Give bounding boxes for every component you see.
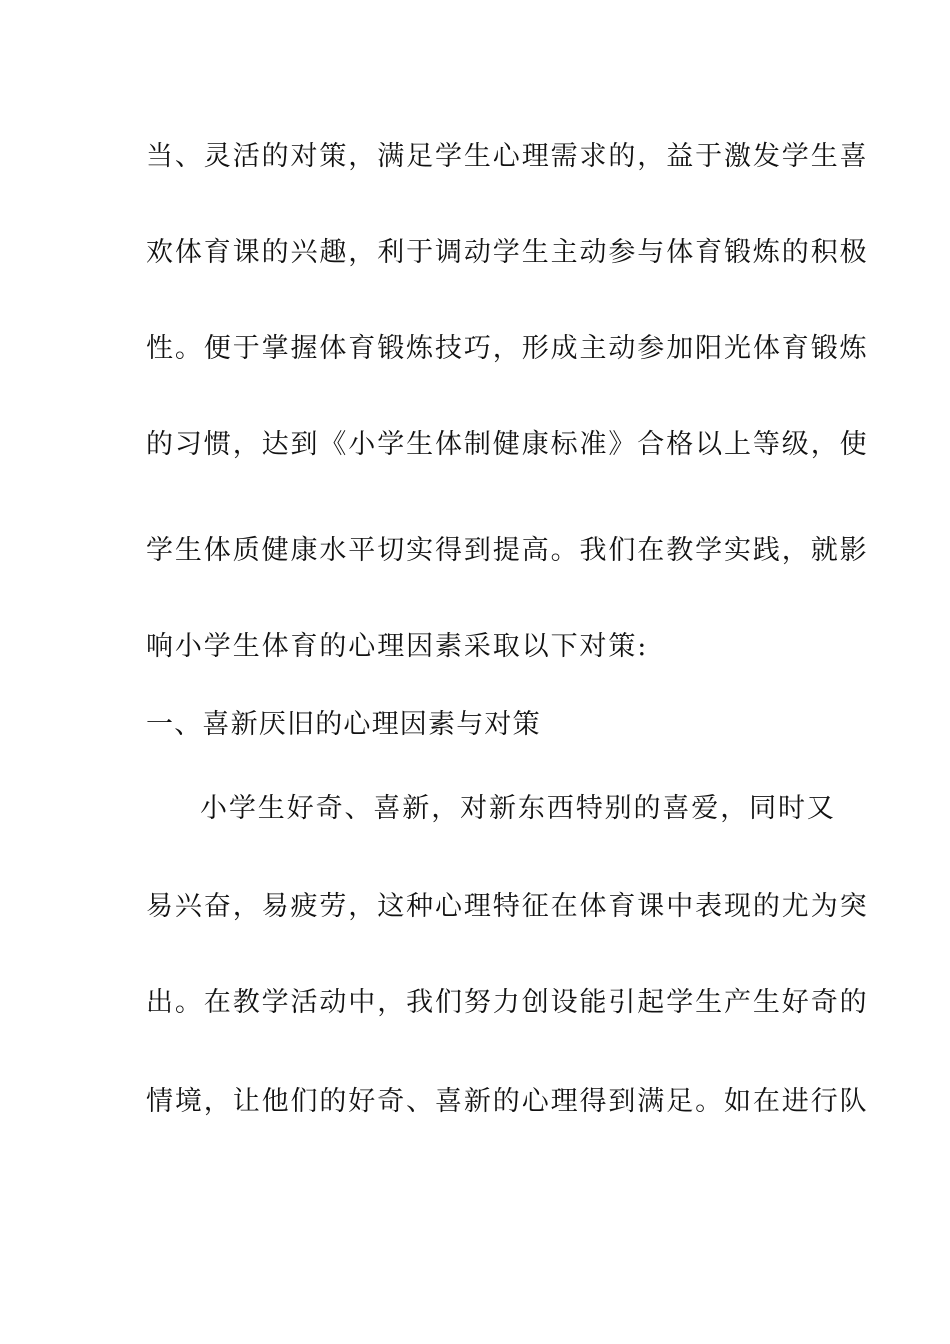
- paragraph-line: 欢体育课的兴趣，利于调动学生主动参与体育锻炼的积极: [146, 237, 869, 268]
- paragraph-line: 小学生好奇、喜新，对新东西特别的喜爱，同时又: [200, 793, 836, 824]
- section-heading: 一、喜新厌旧的心理因素与对策: [146, 709, 541, 740]
- paragraph-line: 出。在教学活动中，我们努力创设能引起学生产生好奇的: [146, 987, 869, 1018]
- paragraph-line: 当、灵活的对策，满足学生心理需求的，益于激发学生喜: [146, 141, 869, 172]
- paragraph-line: 响小学生体育的心理因素采取以下对策:: [146, 631, 649, 662]
- paragraph-line: 的习惯，达到《小学生体制健康标准》合格以上等级，使: [146, 429, 869, 460]
- paragraph-line: 学生体质健康水平切实得到提高。我们在教学实践，就影: [146, 535, 869, 566]
- paragraph-line: 易兴奋，易疲劳，这种心理特征在体育课中表现的尤为突: [146, 891, 869, 922]
- paragraph-line: 情境，让他们的好奇、喜新的心理得到满足。如在进行队: [146, 1086, 869, 1117]
- paragraph-line: 性。便于掌握体育锻炼技巧，形成主动参加阳光体育锻炼: [146, 333, 869, 364]
